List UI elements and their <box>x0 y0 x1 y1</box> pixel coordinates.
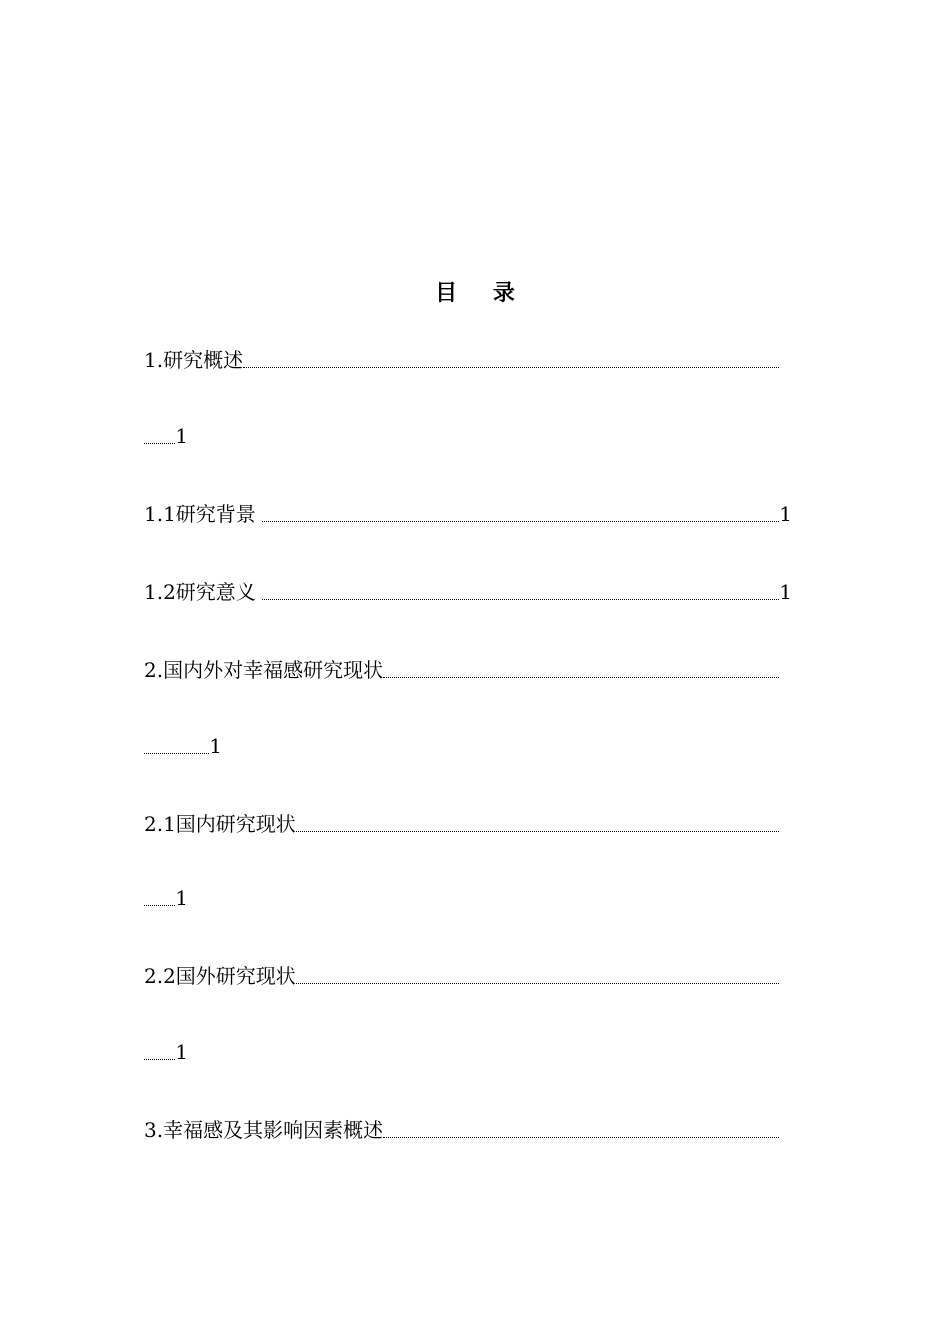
toc-entry-1-continuation[interactable] <box>144 422 188 450</box>
toc-entry-page: 1 <box>175 424 188 448</box>
toc-entry-2-1-continuation[interactable] <box>144 884 188 912</box>
toc-leader <box>296 830 779 832</box>
toc-leader <box>144 442 175 444</box>
toc-entry-2-continuation[interactable] <box>144 732 222 760</box>
toc-title: 目 录 <box>435 280 529 306</box>
toc-entry-page: 1 <box>779 502 792 526</box>
toc-entry-1-1[interactable] <box>144 500 792 528</box>
toc-leader <box>262 520 779 522</box>
toc-leader <box>144 1058 175 1060</box>
toc-entry-label: 3.幸福感及其影响因素概述 <box>144 1118 384 1142</box>
toc-leader <box>144 904 175 906</box>
toc-entry-1-2[interactable] <box>144 578 792 606</box>
toc-entry-label: 1.研究概述 <box>144 348 244 372</box>
toc-entry-2-1[interactable] <box>144 810 779 838</box>
toc-entry-3[interactable] <box>144 1116 779 1144</box>
toc-entry-label: 1.2研究意义 <box>144 580 256 604</box>
toc-leader <box>383 676 779 678</box>
toc-leader <box>296 982 779 984</box>
toc-entry-2-2[interactable] <box>144 962 779 990</box>
toc-leader <box>383 1136 779 1138</box>
toc-entry-label: 1.1研究背景 <box>144 502 256 526</box>
toc-entry-2-2-continuation[interactable] <box>144 1038 188 1066</box>
toc-leader <box>243 366 779 368</box>
toc-entry-2[interactable] <box>144 656 779 684</box>
toc-entry-page: 1 <box>209 734 222 758</box>
toc-leader <box>262 598 779 600</box>
toc-entry-label: 2.1国内研究现状 <box>144 812 296 836</box>
toc-entry-label: 2.2国外研究现状 <box>144 964 296 988</box>
toc-entry-label: 2.国内外对幸福感研究现状 <box>144 658 384 682</box>
toc-entry-page: 1 <box>175 886 188 910</box>
toc-entry-1[interactable] <box>144 346 779 374</box>
toc-entry-page: 1 <box>779 580 792 604</box>
toc-entry-page: 1 <box>175 1040 188 1064</box>
toc-leader <box>144 752 209 754</box>
